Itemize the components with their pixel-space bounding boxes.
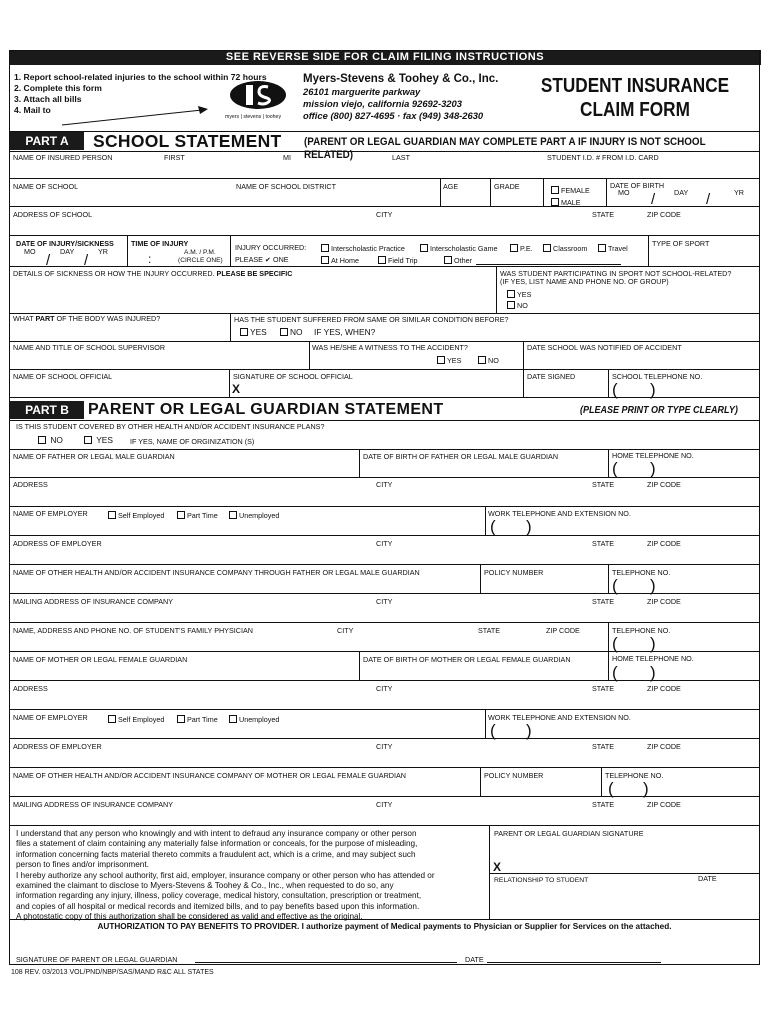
father-self-checkbox[interactable] — [108, 511, 116, 519]
form-title-line-2: CLAIM FORM — [580, 99, 690, 121]
father-self-label: Self Employed — [118, 511, 165, 520]
label-parent-signature: PARENT OR LEGAL GUARDIAN SIGNATURE — [494, 829, 644, 838]
label-date2: DATE — [465, 955, 484, 964]
witness-yes-label: YES — [447, 356, 462, 365]
opt-game[interactable] — [420, 244, 498, 253]
label-org: IF YES, NAME OF ORGINIZATION (S) — [130, 437, 255, 446]
mother-unemp-label: Unemployed — [239, 715, 280, 724]
sport-no-option[interactable] — [507, 301, 528, 310]
part-a-tag: PART A — [10, 132, 84, 150]
label-father-emp-city: CITY — [376, 539, 393, 548]
label-father-mail-state: STATE — [592, 597, 615, 606]
witness-no-label: NO — [488, 356, 499, 365]
prior-no-checkbox[interactable] — [280, 328, 288, 336]
opt-home[interactable] — [321, 256, 359, 265]
label-dob-mother: DATE OF BIRTH OF MOTHER OR LEGAL FEMALE GUARDIAN — [363, 655, 571, 664]
label-sig-official: SIGNATURE OF SCHOOL OFFICIAL — [233, 372, 353, 381]
opt-other[interactable] — [444, 256, 472, 265]
footer-code: 108 REV. 03/2013 VOL/PND/NBP/SAS/MAND R&C ALL STATES — [11, 969, 214, 976]
label-father-ins-tel: TELEPHONE NO. — [612, 568, 671, 577]
label-doi-yr: YR — [98, 247, 108, 256]
label-mi: MI — [283, 153, 291, 162]
travel-label: Travel — [608, 244, 628, 253]
label-grade: GRADE — [494, 182, 520, 191]
prior-no-label: NO — [290, 327, 303, 337]
label-mother-mail-state: STATE — [592, 800, 615, 809]
step-1: 1. Report school-related injuries to the school within 72 hours — [14, 72, 267, 82]
father-part-label: Part Time — [187, 511, 218, 520]
label-mother-employer: NAME OF EMPLOYER — [13, 713, 88, 722]
label-physician-state: STATE — [478, 626, 501, 635]
logo-caption: myers | stevens | toohey — [225, 114, 282, 120]
game-checkbox[interactable] — [420, 244, 428, 252]
label-mother-mail-zip: ZIP CODE — [647, 800, 681, 809]
mother-self-employed[interactable] — [108, 715, 164, 724]
label-dob-mo: MO — [618, 188, 630, 197]
company-phone: office (800) 827-4695 · fax (949) 348-2630 — [303, 110, 484, 121]
label-details — [13, 270, 292, 278]
label-father-city: CITY — [376, 480, 393, 489]
insured-name-field[interactable] — [10, 162, 540, 178]
official-sign-x: X — [232, 382, 241, 396]
form-title-line-1: STUDENT INSURANCE — [540, 75, 730, 97]
home-checkbox[interactable] — [321, 256, 329, 264]
female-option[interactable] — [551, 186, 590, 195]
label-mother-state: STATE — [592, 684, 615, 693]
covered-no-checkbox[interactable] — [38, 436, 46, 444]
father-self-employed[interactable] — [108, 511, 164, 520]
female-label: FEMALE — [561, 186, 590, 195]
label-witness: WAS HE/SHE A WITNESS TO THE ACCIDENT? — [312, 343, 468, 352]
father-part-time[interactable] — [177, 511, 218, 520]
step-3: 3. Attach all bills — [14, 94, 82, 104]
label-father-address: ADDRESS — [13, 480, 48, 489]
label-ampm: A.M. / P.M. — [184, 249, 216, 256]
label-body-part — [13, 315, 160, 323]
label-school: NAME OF SCHOOL — [13, 182, 79, 191]
auth-text: I authorize payment of Medical payments to Physician or Supplier for Services on the attached. — [299, 922, 672, 931]
legal-text — [16, 829, 491, 923]
mother-part-label: Part Time — [187, 715, 218, 724]
father-part-checkbox[interactable] — [177, 511, 185, 519]
sport-yes-label: YES — [517, 290, 532, 299]
prior-no-option[interactable] — [280, 328, 303, 336]
label-dob-father: DATE OF BIRTH OF FATHER OR LEGAL MALE GUARDIAN — [363, 452, 559, 461]
label-doi-day: DAY — [60, 247, 75, 256]
male-checkbox[interactable] — [551, 198, 559, 206]
legal-line: and copies of all hospital or medical records and itemized bills, and to pay benefits based upon this information. — [16, 901, 420, 911]
label-mother-ins-tel: TELEPHONE NO. — [605, 771, 664, 780]
mother-self-checkbox[interactable] — [108, 715, 116, 723]
company-logo-icon — [228, 80, 288, 110]
dob-field[interactable] — [608, 196, 758, 206]
details-text: DETAILS OF SICKNESS OR HOW THE INJURY OCCURRED. — [13, 269, 215, 278]
label-mother-zip: ZIP CODE — [647, 684, 681, 693]
prior-yes-checkbox[interactable] — [240, 328, 248, 336]
label-sport-type: TYPE OF SPORT — [652, 239, 710, 248]
sport-yes-option[interactable] — [507, 290, 531, 299]
label-relationship: RELATIONSHIP TO STUDENT — [494, 877, 589, 884]
mother-unemp-checkbox[interactable] — [229, 715, 237, 723]
female-checkbox[interactable] — [551, 186, 559, 194]
label-sport-q2: (IF YES, LIST NAME AND PHONE NO. OF GROUP) — [500, 277, 669, 286]
opt-field-trip[interactable] — [378, 256, 418, 265]
body-part-q2: PART — [35, 314, 55, 323]
label-mother-address: ADDRESS — [13, 684, 48, 693]
other-label: Other — [454, 256, 472, 265]
details-emphasis: PLEASE BE SPECIFIC — [216, 269, 293, 278]
company-info — [303, 73, 498, 122]
details-field[interactable] — [10, 280, 495, 312]
covered-yes-checkbox[interactable] — [84, 436, 92, 444]
mother-self-label: Self Employed — [118, 715, 165, 724]
label-father-home-tel: HOME TELEPHONE NO. — [612, 451, 694, 460]
legal-line: files a statement of claim containing any materially false information or conceals, for the purpose of misleading, — [16, 839, 418, 849]
label-insured: NAME OF INSURED PERSON — [13, 153, 113, 162]
company-name: Myers-Stevens & Toohey & Co., Inc. — [303, 73, 499, 85]
father-unemp-label: Unemployed — [239, 511, 280, 520]
opt-travel[interactable] — [598, 244, 628, 253]
label-doi: DATE OF INJURY/SICKNESS — [16, 239, 114, 248]
label-dob-yr: YR — [734, 188, 744, 197]
field-trip-checkbox[interactable] — [378, 256, 386, 264]
parent-sign-x: X — [493, 860, 502, 874]
mother-unemployed[interactable] — [229, 715, 279, 724]
legal-line: I understand that any person who knowingly and with intent to defraud any insurance company or other person — [16, 829, 417, 838]
label-doi-mo: MO — [24, 247, 36, 256]
part-b-tag: PART B — [10, 401, 84, 419]
authorization — [12, 922, 757, 932]
opt-pe[interactable] — [510, 244, 533, 253]
legal-line: information concerning facts material thereto commits a fraudulent act, which is a crime, and may subject such — [16, 849, 416, 859]
legal-line: information regarding any injury, illness, policy coverage, medical history, consultation, prescription or treatment, — [16, 891, 422, 901]
label-father-emp-state: STATE — [592, 539, 615, 548]
arrow-icon — [60, 100, 210, 130]
label-student-id: STUDENT I.D. # FROM I.D. CARD — [547, 153, 659, 162]
label-mother-work-tel: WORK TELEPHONE AND EXTENSION NO. — [488, 713, 631, 722]
practice-checkbox[interactable] — [321, 244, 329, 252]
parent-signature-field[interactable] — [505, 856, 755, 872]
label-circle-one: (CIRCLE ONE) — [178, 257, 223, 264]
label-other-father: NAME OF OTHER HEALTH AND/OR ACCIDENT INSURANCE COMPANY THROUGH FATHER OR LEGAL MALE GUARDIAN — [13, 568, 420, 577]
label-mother: NAME OF MOTHER OR LEGAL FEMALE GUARDIAN — [13, 655, 188, 664]
label-physician-zip: ZIP CODE — [546, 626, 580, 635]
part-a-subtitle: (PARENT OR LEGAL GUARDIAN MAY COMPLETE PART A IF INJURY IS NOT SCHOOL RELATED) — [304, 136, 706, 161]
label-school-state: STATE — [592, 210, 615, 219]
step-4: 4. Mail to — [14, 105, 51, 115]
covered-no-label: NO — [50, 435, 63, 445]
company-city: mission viejo, california 92692-3203 — [303, 98, 462, 109]
mother-part-checkbox[interactable] — [177, 715, 185, 723]
label-last: LAST — [392, 153, 410, 162]
label-dob: DATE OF BIRTH — [610, 181, 665, 190]
label-school-zip: ZIP CODE — [647, 210, 681, 219]
home-label: At Home — [331, 256, 359, 265]
label-district: NAME OF SCHOOL DISTRICT — [236, 182, 336, 191]
company-street: 26101 marguerite parkway — [303, 86, 421, 97]
label-mother-home-tel: HOME TELEPHONE NO. — [612, 654, 694, 663]
legal-line: person to fines and/or imprisonment. — [16, 860, 149, 870]
witness-yes-checkbox[interactable] — [437, 356, 445, 364]
label-covered: IS THIS STUDENT COVERED BY OTHER HEALTH AND/OR ACCIDENT INSURANCE PLANS? — [16, 422, 325, 431]
school-name-field[interactable] — [10, 191, 230, 205]
label-date: DATE — [698, 874, 717, 883]
sport-no-label: NO — [517, 301, 528, 310]
label-notified: DATE SCHOOL WAS NOTIFIED OF ACCIDENT — [527, 343, 682, 352]
label-sig-parent: SIGNATURE OF PARENT OR LEGAL GUARDIAN — [16, 955, 178, 964]
game-label: Interscholastic Game — [430, 244, 498, 253]
witness-no-checkbox[interactable] — [478, 356, 486, 364]
witness-no-option[interactable] — [478, 356, 499, 365]
covered-yes-label: YES — [96, 435, 113, 445]
label-father-mailing: MAILING ADDRESS OF INSURANCE COMPANY — [13, 597, 174, 606]
label-father-emp-addr: ADDRESS OF EMPLOYER — [13, 539, 102, 548]
label-official: NAME OF SCHOOL OFFICIAL — [13, 372, 113, 381]
label-age: AGE — [443, 182, 459, 191]
label-school-city: CITY — [376, 210, 393, 219]
label-other-mother: NAME OF OTHER HEALTH AND/OR ACCIDENT INSURANCE COMPANY OF MOTHER OR LEGAL FEMALE GUARDIAN — [13, 771, 406, 780]
bottom-signature-field[interactable] — [195, 948, 457, 962]
classroom-checkbox[interactable] — [543, 244, 551, 252]
sport-yes-checkbox[interactable] — [507, 290, 515, 298]
pe-label: P.E. — [520, 244, 533, 253]
father-unemployed[interactable] — [229, 511, 279, 520]
label-time: TIME OF INJURY — [131, 239, 189, 248]
label-father: NAME OF FATHER OR LEGAL MALE GUARDIAN — [13, 452, 175, 461]
covered-yes-option[interactable] — [84, 436, 113, 444]
label-father-state: STATE — [592, 480, 615, 489]
label-date-signed: DATE SIGNED — [527, 372, 576, 381]
part-b-title: PARENT OR LEGAL GUARDIAN STATEMENT — [88, 401, 444, 418]
label-father-zip: ZIP CODE — [647, 480, 681, 489]
male-label: MALE — [561, 198, 581, 207]
body-part-q3: OF THE BODY WAS INJURED? — [54, 314, 161, 323]
top-banner: SEE REVERSE SIDE FOR CLAIM FILING INSTRUCTIONS — [9, 50, 761, 65]
official-signature-field[interactable] — [245, 382, 520, 396]
label-physician-tel: TELEPHONE NO. — [612, 626, 671, 635]
witness-yes-option[interactable] — [437, 356, 461, 365]
label-mother-emp-zip: ZIP CODE — [647, 742, 681, 751]
pe-checkbox[interactable] — [510, 244, 518, 252]
label-mother-mail-city: CITY — [376, 800, 393, 809]
label-occurred: INJURY OCCURRED: — [235, 243, 307, 252]
label-sport-q1: WAS STUDENT PARTICIPATING IN SPORT NOT SCHOOL-RELATED? — [500, 269, 732, 278]
bottom-date-field[interactable] — [487, 948, 661, 962]
sport-no-checkbox[interactable] — [507, 301, 515, 309]
label-mother-emp-city: CITY — [376, 742, 393, 751]
step-2: 2. Complete this form — [14, 83, 102, 93]
label-school-address: ADDRESS OF SCHOOL — [13, 210, 93, 219]
label-supervisor: NAME AND TITLE OF SCHOOL SUPERVISOR — [13, 343, 166, 352]
label-father-policy: POLICY NUMBER — [484, 568, 544, 577]
label-mother-emp-state: STATE — [592, 742, 615, 751]
opt-classroom[interactable] — [543, 244, 587, 253]
father-unemp-checkbox[interactable] — [229, 511, 237, 519]
label-physician: NAME, ADDRESS AND PHONE NO. OF STUDENT'S FAMILY PHYSICIAN — [13, 626, 253, 635]
opt-practice[interactable] — [321, 244, 405, 253]
label-dob-day: DAY — [674, 188, 689, 197]
auth-title: AUTHORIZATION TO PAY BENEFITS TO PROVIDER. — [97, 922, 300, 931]
field-trip-label: Field Trip — [388, 256, 418, 265]
label-father-mail-zip: ZIP CODE — [647, 597, 681, 606]
label-father-work-tel: WORK TELEPHONE AND EXTENSION NO. — [488, 509, 631, 518]
label-father-employer: NAME OF EMPLOYER — [13, 509, 88, 518]
other-checkbox[interactable] — [444, 256, 452, 264]
covered-no-option[interactable] — [38, 436, 63, 444]
label-mother-policy: POLICY NUMBER — [484, 771, 544, 780]
student-id-field[interactable] — [545, 162, 757, 178]
label-father-mail-city: CITY — [376, 597, 393, 606]
prior-yes-option[interactable] — [240, 328, 267, 336]
legal-line: A photostatic copy of this authorization shall be considered as valid and effective as the original. — [16, 912, 363, 922]
mother-part-time[interactable] — [177, 715, 218, 724]
label-father-emp-zip: ZIP CODE — [647, 539, 681, 548]
label-mother-mailing: MAILING ADDRESS OF INSURANCE COMPANY — [13, 800, 174, 809]
prior-yes-label: YES — [250, 327, 267, 337]
practice-label: Interscholastic Practice — [331, 244, 405, 253]
label-physician-city: CITY — [337, 626, 354, 635]
part-b-subtitle: (PLEASE PRINT OR TYPE CLEARLY) — [580, 405, 738, 416]
label-when: IF YES, WHEN? — [314, 327, 376, 337]
label-mother-city: CITY — [376, 684, 393, 693]
travel-checkbox[interactable] — [598, 244, 606, 252]
legal-line: I hereby authorize any school authority, first aid, employer, insurance company or other person who has attended or — [16, 870, 435, 880]
body-part-q1: WHAT — [13, 314, 36, 323]
label-mother-emp-addr: ADDRESS OF EMPLOYER — [13, 742, 102, 751]
classroom-label: Classroom — [553, 244, 588, 253]
label-please-check: PLEASE ✔ ONE — [235, 255, 289, 264]
label-prior: HAS THE STUDENT SUFFERED FROM SAME OR SIMILAR CONDITION BEFORE? — [234, 315, 509, 324]
label-school-tel: SCHOOL TELEPHONE NO. — [612, 372, 703, 381]
legal-line: examined the claimant to disclose to Myers-Stevens & Toohey & Co., Inc., when requested to do so, any — [16, 881, 394, 891]
form-title — [536, 74, 734, 122]
part-a-title: SCHOOL STATEMENT — [93, 131, 282, 151]
label-first: FIRST — [164, 153, 185, 162]
